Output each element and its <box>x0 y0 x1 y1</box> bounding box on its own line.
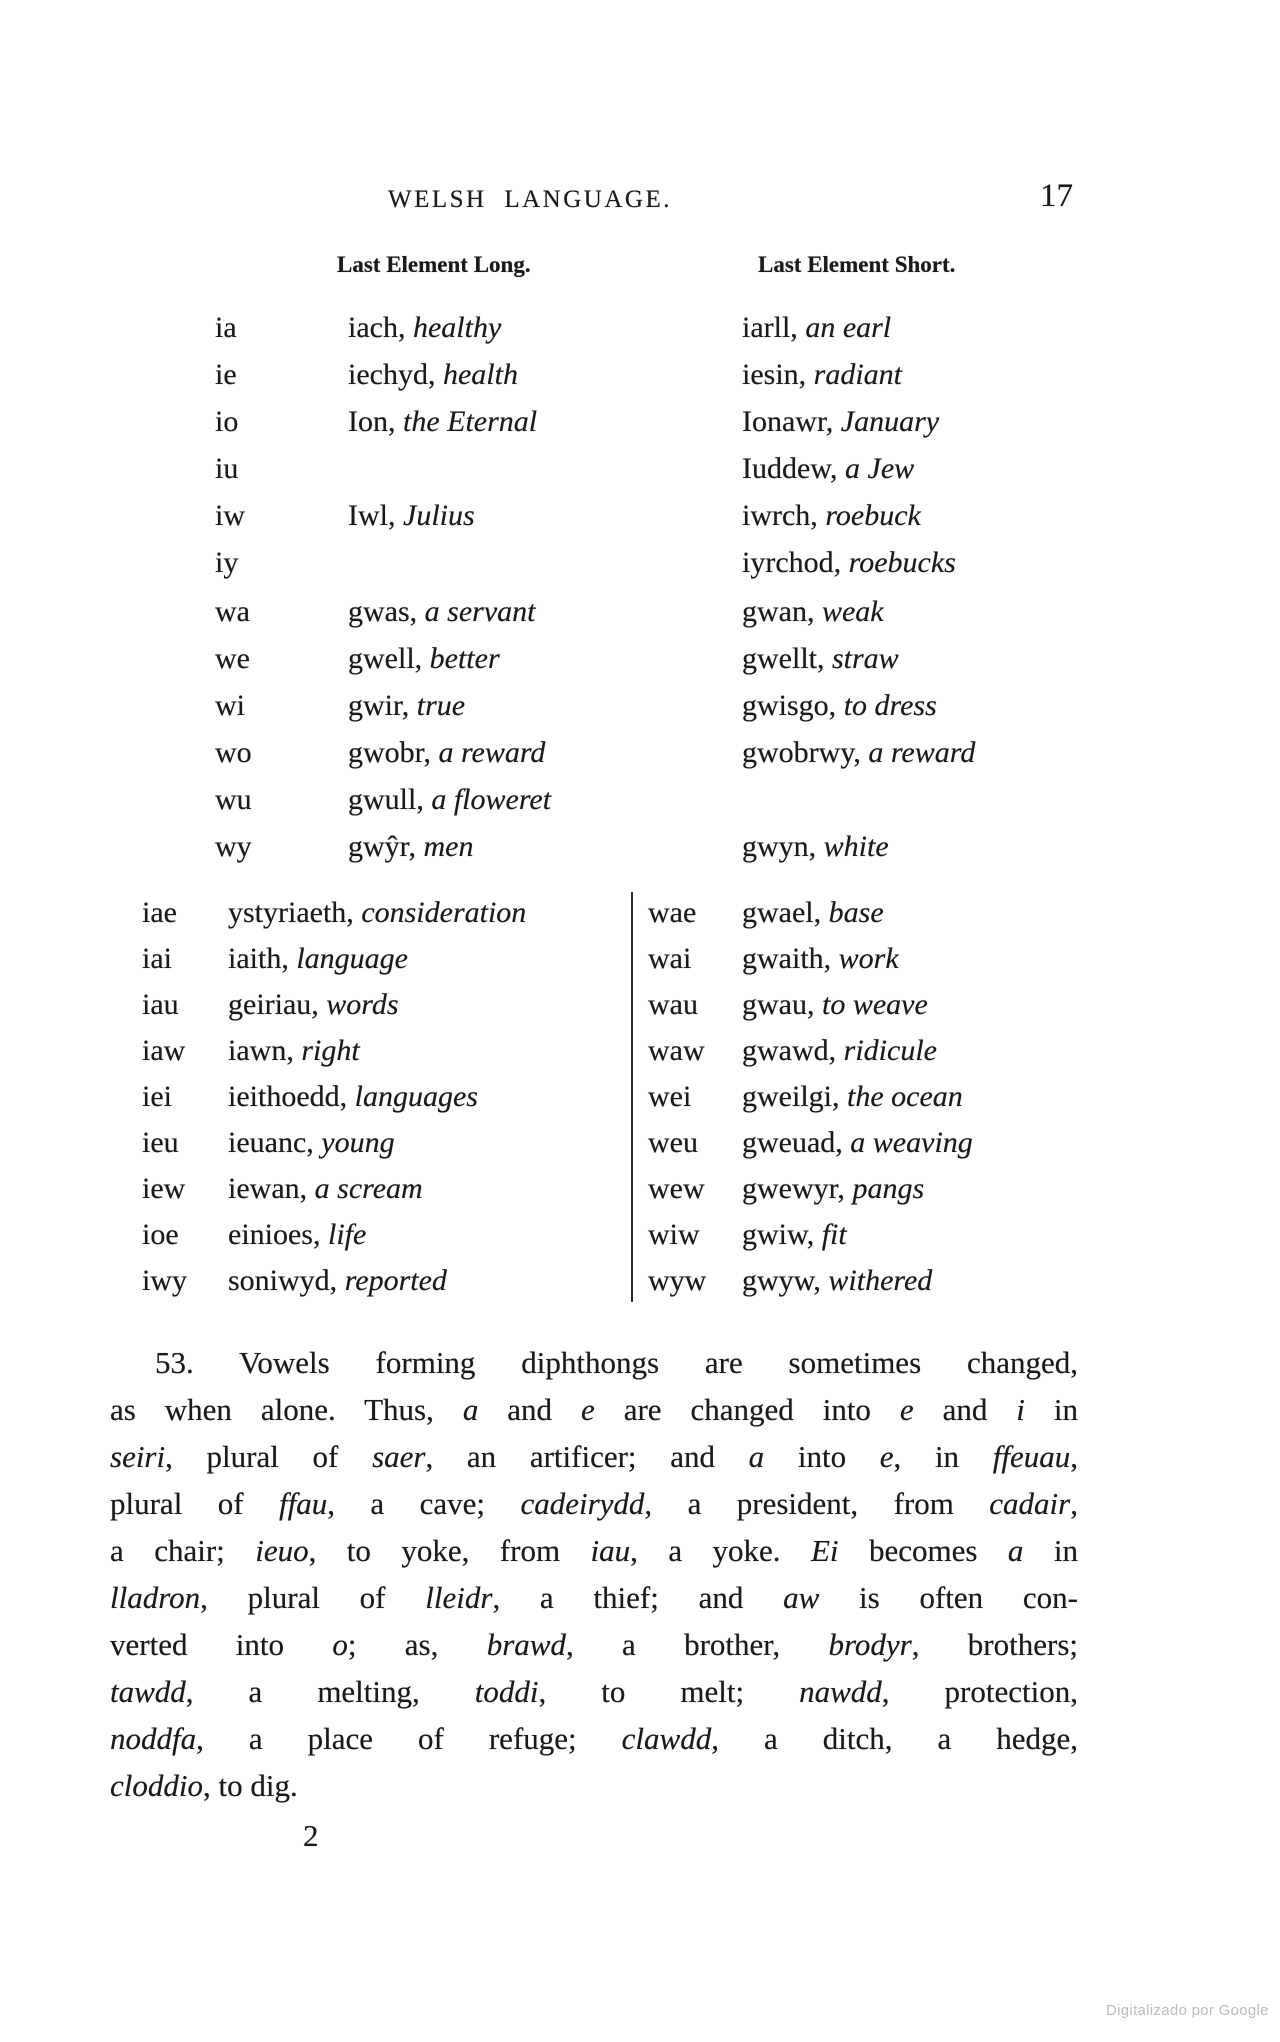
long-example-cell <box>348 492 742 539</box>
table-row <box>0 729 1280 776</box>
table-row <box>0 1120 632 1166</box>
example-gloss: consideration <box>361 896 527 929</box>
example-word: gwŷr, <box>348 830 416 863</box>
example-word: iaith, <box>228 942 289 975</box>
example-word: gwael, <box>742 896 822 929</box>
triphthong-label: wiw <box>648 1218 700 1251</box>
table-row <box>633 1028 1280 1074</box>
paragraph-line: verted into o; as, brawd, a brother, brodyr, brothers; <box>110 1627 1078 1662</box>
short-example-cell <box>742 445 1280 492</box>
diphthong-label: ie <box>215 358 237 391</box>
example-gloss: words <box>326 988 399 1021</box>
column-header-last-element-short: Last Element Short. <box>758 252 956 277</box>
example-cell <box>228 936 632 982</box>
example-word: gwaith, <box>742 942 832 975</box>
long-example-cell <box>348 588 742 635</box>
example-gloss: to dress <box>843 689 937 722</box>
example-word: ystyriaeth, <box>228 896 354 929</box>
example-gloss: base <box>828 896 884 929</box>
short-example-cell <box>742 398 1280 445</box>
example-word: ieuanc, <box>228 1126 314 1159</box>
table-row <box>0 682 1280 729</box>
example-gloss: ridicule <box>843 1034 937 1067</box>
table-row <box>633 982 1280 1028</box>
example-word: gweilgi, <box>742 1080 840 1113</box>
example-word: Iuddew, <box>742 452 838 485</box>
example-gloss: radiant <box>813 358 903 391</box>
example-cell <box>228 1166 632 1212</box>
triphthong-label: wai <box>648 942 692 975</box>
example-word: Ionawr, <box>742 405 834 438</box>
example-cell <box>228 1212 632 1258</box>
table-row <box>0 398 1280 445</box>
example-gloss: life <box>327 1218 367 1251</box>
example-word: Iwl, <box>348 499 396 532</box>
example-gloss: true <box>416 689 466 722</box>
example-word: soniwyd, <box>228 1264 338 1297</box>
example-gloss: the ocean <box>847 1080 963 1113</box>
example-word: gwawd, <box>742 1034 837 1067</box>
example-cell <box>228 982 632 1028</box>
example-word: iesin, <box>742 358 807 391</box>
short-example-cell <box>742 729 1280 776</box>
table-row <box>0 936 632 982</box>
table-row <box>0 890 632 936</box>
triphthong-label: wau <box>648 988 698 1021</box>
example-word: geiriau, <box>228 988 319 1021</box>
triphthong-table-right <box>633 890 1280 1304</box>
example-word: ieithoedd, <box>228 1080 348 1113</box>
example-gloss: languages <box>354 1080 478 1113</box>
signature-mark: 2 <box>303 1818 319 1853</box>
table-row <box>0 982 632 1028</box>
example-cell <box>742 890 1280 936</box>
short-example-cell <box>742 304 1280 351</box>
example-cell <box>228 1074 632 1120</box>
long-example-cell <box>348 635 742 682</box>
short-example-cell <box>742 492 1280 539</box>
example-word: einioes, <box>228 1218 321 1251</box>
example-word: iechyd, <box>348 358 436 391</box>
short-example-cell <box>742 351 1280 398</box>
table-row <box>0 1212 632 1258</box>
example-word: gwau, <box>742 988 815 1021</box>
diphthong-label: iy <box>215 546 239 579</box>
long-example-cell <box>348 823 742 870</box>
table-row <box>0 1028 632 1074</box>
table-row <box>633 1074 1280 1120</box>
example-gloss: a floweret <box>431 783 552 816</box>
example-cell <box>742 936 1280 982</box>
diphthong-label: wa <box>215 595 250 628</box>
column-header-last-element-long: Last Element Long. <box>337 252 531 277</box>
example-gloss: a reward <box>438 736 546 769</box>
triphthong-label: iew <box>142 1172 186 1205</box>
example-word: gwas, <box>348 595 418 628</box>
diphthong-label: we <box>215 642 250 675</box>
example-gloss: roebuck <box>825 499 921 532</box>
triphthong-table-left <box>0 890 632 1304</box>
short-example-cell <box>742 539 1280 586</box>
example-gloss: language <box>296 942 408 975</box>
triphthong-label: wei <box>648 1080 692 1113</box>
example-word: gwir, <box>348 689 410 722</box>
short-example-cell <box>742 588 1280 635</box>
example-gloss: white <box>823 830 889 863</box>
example-word: gweuad, <box>742 1126 843 1159</box>
triphthong-label: wae <box>648 896 697 929</box>
example-word: gwiw, <box>742 1218 815 1251</box>
example-gloss: Julius <box>403 499 475 532</box>
example-gloss: right <box>301 1034 360 1067</box>
example-word: gwell, <box>348 642 423 675</box>
table-row <box>633 1258 1280 1304</box>
example-word: iewan, <box>228 1172 308 1205</box>
paragraph-line: plural of ffau, a cave; cadeirydd, a president, from cadair, <box>110 1486 1078 1521</box>
example-cell <box>228 1028 632 1074</box>
example-word: gwull, <box>348 783 424 816</box>
example-word: iarll, <box>742 311 798 344</box>
long-example-cell <box>348 682 742 729</box>
long-example-cell <box>348 304 742 351</box>
table-row <box>0 1166 632 1212</box>
example-word: Ion, <box>348 405 396 438</box>
table-row <box>0 304 1280 351</box>
example-cell <box>228 1258 632 1304</box>
example-gloss: a scream <box>314 1172 423 1205</box>
example-word: gwobrwy, <box>742 736 861 769</box>
example-gloss: healthy <box>412 311 502 344</box>
table-row <box>0 445 1280 492</box>
diphthong-label: io <box>215 405 239 438</box>
example-gloss: a Jew <box>845 452 915 485</box>
paragraph-line: tawdd, a melting, toddi, to melt; nawdd, protection, <box>110 1674 1078 1709</box>
example-gloss: work <box>838 942 899 975</box>
example-gloss: straw <box>832 642 899 675</box>
short-example-cell <box>742 823 1280 870</box>
long-example-cell <box>348 398 742 445</box>
table-row <box>633 890 1280 936</box>
example-gloss: a servant <box>424 595 536 628</box>
example-gloss: reported <box>344 1264 447 1297</box>
long-example-cell <box>348 445 742 492</box>
example-gloss: withered <box>828 1264 933 1297</box>
triphthong-label: iwy <box>142 1264 187 1297</box>
example-word: gwewyr, <box>742 1172 845 1205</box>
diphthong-label: wo <box>215 736 252 769</box>
section-53-paragraph <box>110 1339 1078 1809</box>
example-cell <box>742 1166 1280 1212</box>
triphthong-label: iai <box>142 942 172 975</box>
example-word: iawn, <box>228 1034 294 1067</box>
table-row <box>0 351 1280 398</box>
example-gloss: better <box>429 642 500 675</box>
running-head-title: WELSH LANGUAGE. <box>388 186 672 213</box>
example-gloss: young <box>321 1126 395 1159</box>
example-gloss: January <box>840 405 940 438</box>
example-cell <box>228 890 632 936</box>
example-cell <box>228 1120 632 1166</box>
paragraph-line: cloddio, to dig. <box>110 1768 298 1803</box>
diphthong-label: iu <box>215 452 239 485</box>
short-example-cell <box>742 682 1280 729</box>
table-row <box>0 823 1280 870</box>
triphthong-label: iau <box>142 988 179 1021</box>
example-word: gwellt, <box>742 642 825 675</box>
example-gloss: health <box>442 358 518 391</box>
paragraph-line: as when alone. Thus, a and e are changed into e and i in <box>110 1392 1078 1427</box>
long-example-cell <box>348 776 742 823</box>
example-word: gwyn, <box>742 830 817 863</box>
example-word: iyrchod, <box>742 546 842 579</box>
triphthong-label: ioe <box>142 1218 179 1251</box>
example-word: gwyw, <box>742 1264 821 1297</box>
diphthong-label: wy <box>215 830 252 863</box>
table-row <box>0 1074 632 1120</box>
paragraph-line: 53. Vowels forming diphthongs are sometimes changed, <box>155 1345 1078 1380</box>
paragraph-line: seiri, plural of saer, an artificer; and a into e, in ffeuau, <box>110 1439 1078 1474</box>
triphthong-label: wyw <box>648 1264 707 1297</box>
paragraph-line: lladron, plural of lleidr, a thief; and aw is often con- <box>110 1580 1078 1615</box>
table-row <box>0 776 1280 823</box>
google-watermark: Digitalizado por Google <box>1106 2002 1269 2019</box>
diphthong-label: ia <box>215 311 237 344</box>
example-gloss: a reward <box>868 736 976 769</box>
example-gloss: roebucks <box>848 546 956 579</box>
table-row <box>0 635 1280 682</box>
example-word: gwisgo, <box>742 689 837 722</box>
example-cell <box>742 1212 1280 1258</box>
example-word: gwobr, <box>348 736 431 769</box>
diphthong-table-i-group <box>0 304 1280 586</box>
table-row <box>633 1212 1280 1258</box>
example-cell <box>742 1258 1280 1304</box>
triphthong-label: iaw <box>142 1034 186 1067</box>
table-row <box>0 1258 632 1304</box>
long-example-cell <box>348 351 742 398</box>
triphthong-label: waw <box>648 1034 705 1067</box>
example-gloss: the Eternal <box>403 405 538 438</box>
table-row <box>633 1120 1280 1166</box>
triphthong-label: iei <box>142 1080 172 1113</box>
long-example-cell <box>348 729 742 776</box>
diphthong-table-w-group <box>0 588 1280 870</box>
example-gloss: weak <box>821 595 884 628</box>
example-word: iwrch, <box>742 499 818 532</box>
example-gloss: an earl <box>805 311 892 344</box>
example-cell <box>742 982 1280 1028</box>
paragraph-line: a chair; ieuo, to yoke, from iau, a yoke. Ei becomes a in <box>110 1533 1078 1568</box>
diphthong-label: wi <box>215 689 245 722</box>
table-row <box>0 539 1280 586</box>
triphthong-label: weu <box>648 1126 698 1159</box>
example-gloss: fit <box>821 1218 847 1251</box>
short-example-cell <box>742 776 1280 823</box>
table-row <box>633 1166 1280 1212</box>
example-gloss: a weaving <box>850 1126 973 1159</box>
triphthong-label: ieu <box>142 1126 179 1159</box>
example-gloss: men <box>423 830 474 863</box>
diphthong-label: wu <box>215 783 252 816</box>
short-example-cell <box>742 635 1280 682</box>
triphthong-label: iae <box>142 896 177 929</box>
column-divider <box>631 892 633 1302</box>
triphthong-label: wew <box>648 1172 705 1205</box>
example-cell <box>742 1074 1280 1120</box>
example-word: gwan, <box>742 595 815 628</box>
example-word: iach, <box>348 311 406 344</box>
diphthong-label: iw <box>215 499 245 532</box>
paragraph-line: noddfa, a place of refuge; clawdd, a ditch, a hedge, <box>110 1721 1078 1756</box>
table-row <box>633 936 1280 982</box>
example-cell <box>742 1028 1280 1074</box>
example-cell <box>742 1120 1280 1166</box>
example-gloss: pangs <box>852 1172 925 1205</box>
example-gloss: to weave <box>821 988 928 1021</box>
table-row <box>0 588 1280 635</box>
long-example-cell <box>348 539 742 586</box>
page-number: 17 <box>1040 178 1073 214</box>
table-row <box>0 492 1280 539</box>
